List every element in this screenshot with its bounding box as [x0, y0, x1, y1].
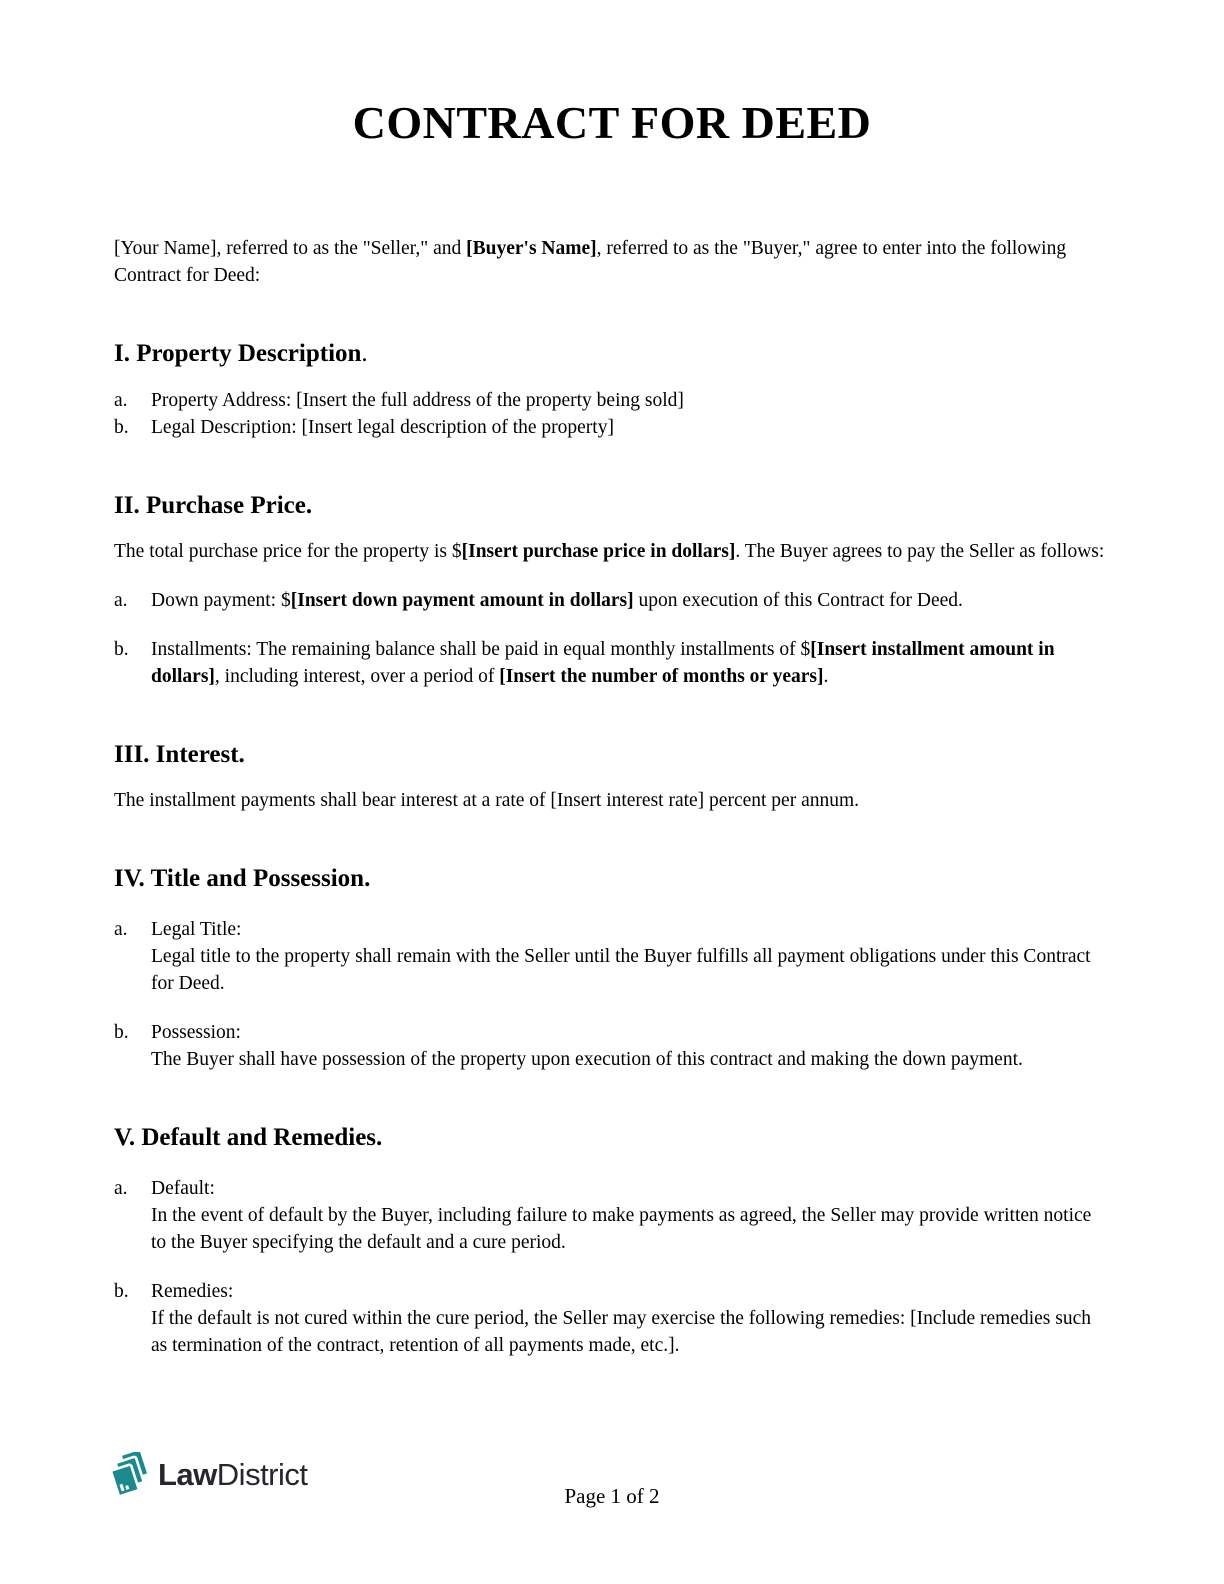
document-body — [114, 339, 1110, 1359]
text-run: , referred to as the "Buyer," agree to enter into the following Contract for Deed: — [114, 237, 1067, 286]
stacked-pages-icon — [108, 1452, 152, 1498]
lawdistrict-logo — [108, 1452, 308, 1498]
placeholder-run: [Insert purchase price in dollars] — [461, 540, 736, 562]
text-run: , including interest, over a period of — [214, 665, 500, 687]
page-number: Page 1 of 2 — [564, 1484, 660, 1508]
placeholder-run: [Insert the number of months or years] — [499, 665, 824, 687]
list-item-text — [151, 1019, 1110, 1073]
text-run: If the default is not cured within the cure period, the Seller may exercise the following remedies: [Include remedies such as termination of the contract, retention of all payments made, etc.]. — [151, 1307, 1091, 1356]
placeholder-run: III. Interest. — [114, 740, 245, 768]
text-run: Possession: — [151, 1021, 241, 1043]
list-marker: b. — [114, 416, 129, 438]
list-item-text — [151, 387, 1110, 414]
list-marker: a. — [114, 918, 128, 940]
contract-section — [114, 1123, 1110, 1359]
text-run: . — [361, 339, 368, 367]
list-item — [114, 587, 1110, 614]
section-heading — [114, 864, 1110, 894]
text-run: . The Buyer agrees to pay the Seller as follows: — [735, 540, 1105, 562]
list-item — [114, 1278, 1110, 1359]
placeholder-run: IV. Title and Possession. — [114, 864, 371, 892]
text-run: The installment payments shall bear interest at a rate of [Insert interest rate] percent per annum. — [114, 789, 860, 811]
text-run: Property Address: [Insert the full address of the property being sold] — [151, 389, 684, 411]
section-paragraph — [114, 538, 1110, 565]
contract-section — [114, 491, 1110, 690]
text-run: In the event of default by the Buyer, including failure to make payments as agreed, the Seller may provide written notice to the Buyer specifying the default and a cure period. — [151, 1204, 1092, 1253]
text-run: [Your Name], referred to as the "Seller," and — [114, 237, 467, 259]
logo-word-district: District — [216, 1457, 308, 1492]
text-run: The Buyer shall have possession of the property upon execution of this contract and making the down payment. — [151, 1048, 1023, 1070]
logo-word-law: Law — [158, 1457, 217, 1492]
text-run: Default: — [151, 1177, 215, 1199]
text-run: Legal Title: — [151, 918, 242, 940]
list-marker: a. — [114, 1177, 128, 1199]
placeholder-run: [Buyer's Name] — [466, 237, 597, 259]
placeholder-run: II. Purchase Price. — [114, 491, 313, 519]
list-item-text — [151, 1278, 1110, 1359]
list-item — [114, 916, 1110, 997]
list-item-text — [151, 414, 1110, 441]
document-content — [0, 98, 1224, 1359]
text-run: upon execution of this Contract for Deed. — [633, 589, 963, 611]
list-item — [114, 387, 1110, 414]
list-item-text — [151, 1175, 1110, 1256]
text-run: Remedies: — [151, 1280, 234, 1302]
text-run: . — [823, 665, 829, 687]
text-run: Installments: The remaining balance shall be paid in equal monthly installments of $ — [151, 638, 811, 660]
placeholder-run: I. Property Description — [114, 339, 362, 367]
contract-section — [114, 740, 1110, 814]
contract-section — [114, 339, 1110, 441]
text-run: The total purchase price for the property is $ — [114, 540, 462, 562]
document-title: CONTRACT FOR DEED — [352, 97, 872, 148]
contract-section — [114, 864, 1110, 1073]
list-marker: a. — [114, 389, 128, 411]
intro-paragraph — [114, 235, 1110, 289]
placeholder-run: [Insert installment amount in dollars] — [151, 638, 1055, 687]
placeholder-run: [Insert down payment amount in dollars] — [290, 589, 634, 611]
text-run: Legal Description: [Insert legal description of the property] — [151, 416, 614, 438]
list-item — [114, 636, 1110, 690]
list-item-text — [151, 636, 1110, 690]
list-item — [114, 414, 1110, 441]
section-heading — [114, 491, 1110, 521]
section-heading — [114, 339, 1110, 369]
section-heading — [114, 740, 1110, 770]
text-run: Legal title to the property shall remain with the Seller until the Buyer fulfills all payment obligations under this Contract for Deed. — [151, 945, 1091, 994]
list-marker: b. — [114, 638, 129, 660]
list-item-text — [151, 916, 1110, 997]
page-footer — [114, 1450, 1110, 1520]
list-marker: b. — [114, 1280, 129, 1302]
list-marker: a. — [114, 589, 128, 611]
placeholder-run: V. Default and Remedies. — [114, 1123, 383, 1151]
list-item — [114, 1175, 1110, 1256]
list-item-text — [151, 587, 1110, 614]
lawdistrict-logo-text — [158, 1457, 308, 1493]
list-item — [114, 1019, 1110, 1073]
list-marker: b. — [114, 1021, 129, 1043]
text-run: Down payment: $ — [151, 589, 291, 611]
section-heading — [114, 1123, 1110, 1153]
section-paragraph — [114, 787, 1110, 814]
